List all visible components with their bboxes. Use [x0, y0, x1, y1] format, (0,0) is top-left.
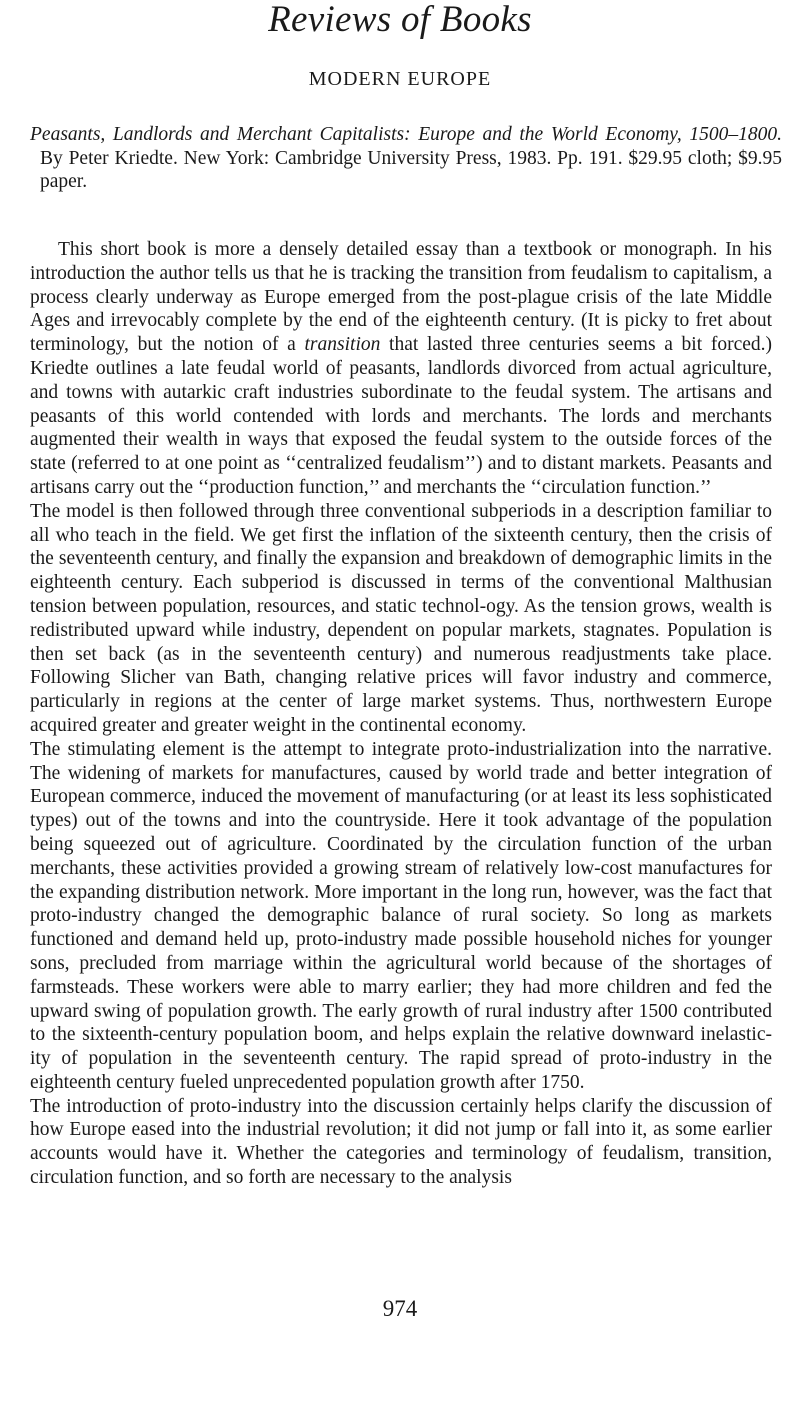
page-title: Reviews of Books [268, 0, 532, 40]
page-number: 974 [382, 1296, 418, 1321]
paragraph-1-text-b: that lasted three centuries seems a bit forced.) Kriedte outlines a late feudal world of peasants, landlords divorced from actual agriculture, and towns with autarkic craft industries subordinate to the feudal system. The artisans and peasants of this world contended with lords and merchants. The lords and merchants augmented their wealth in ways that exposed the feudal system to the outside forces of the state (referred to at one point as ‘‘centralized feudalism’’) and to distant markets. Peasants and artisans carry out the ‘‘production function,’’ and merchants the ‘‘circulation function.’’ [30, 334, 772, 498]
paragraph-3: The stimulating element is the attempt to integrate proto-industrialization into the narrative. The widening of markets for manufactures, caused by world trade and better integration of European commerce, induced the movement of manufacturing (or at least its less sophisticated types) out of the towns and into the countryside. Here it took advantage of the population being squeezed out of agriculture. Coordinated by the circulation function of the urban merchants, these activities provided a growing stream of relatively low-cost manufactures for the expanding distribution network. More important in the long run, however, was the fact that proto-industry changed the demographic balance of rural society. So long as markets functioned and demand held up, proto-industry made possible household niches for younger sons, precluded from marriage within the agricultural world because of the shortages of farmsteads. These workers were able to marry earlier; they had more children and fed the upward swing of population growth. The early growth of rural industry after 1500 contributed to the sixteenth-century population boom, and helps explain the relative downward inelastic-ity of population in the seventeenth century. The rapid spread of proto-industry in the eighteenth century fueled unprecedented population growth after 1750. [30, 738, 772, 1093]
paragraph-1 [30, 238, 772, 500]
section-heading: MODERN EUROPE [308, 68, 492, 90]
paragraph-4: The introduction of proto-industry into the discussion certainly helps clarify the discussion of how Europe eased into the industrial revolution; it did not jump or fall into it, as some earlier accounts would have it. Whether the categories and terminology of feudalism, transition, circulation function, and so forth are necessary to the analysis [30, 1095, 772, 1189]
paragraph-1-text-a: This short book is more a densely detailed essay than a textbook or monograph. In his introduction the author tells us that he is tracking the transition from feudalism to capitalism, a process clearly underway as Europe emerged from the post-plague crisis of the late Middle Ages and irrevocably complete by the end of the eighteenth century. (It is picky to fret about terminology, but the notion of a [30, 239, 772, 356]
book-title: Peasants, Landlords and Merchant Capitalists: Europe and the World Economy, 1500–1800. [30, 124, 782, 145]
paragraph-2: The model is then followed through three conventional subperiods in a description familiar to all who teach in the field. We get first the inflation of the sixteenth century, then the crisis of the seventeenth century, and finally the expansion and breakdown of demographic limits in the eighteenth century. Each subperiod is discussed in terms of the conventional Malthusian tension between population, resources, and static technol-ogy. As the tension grows, wealth is redistributed upward while industry, dependent on popular markets, stagnates. Population is then set back (as in the seventeenth century) and numerous readjustments take place. Following Slicher van Bath, changing relative prices will favor industry and commerce, particularly in regions at the center of large market systems. Thus, northwestern Europe acquired greater and greater weight in the continental economy. [30, 500, 772, 736]
review-body [30, 238, 772, 1190]
book-details: By Peter Kriedte. New York: Cambridge University Press, 1983. Pp. 191. $29.95 cloth; $9.95 paper. [40, 147, 782, 192]
book-citation [30, 123, 782, 194]
paragraph-1-italic: transition [304, 334, 381, 356]
